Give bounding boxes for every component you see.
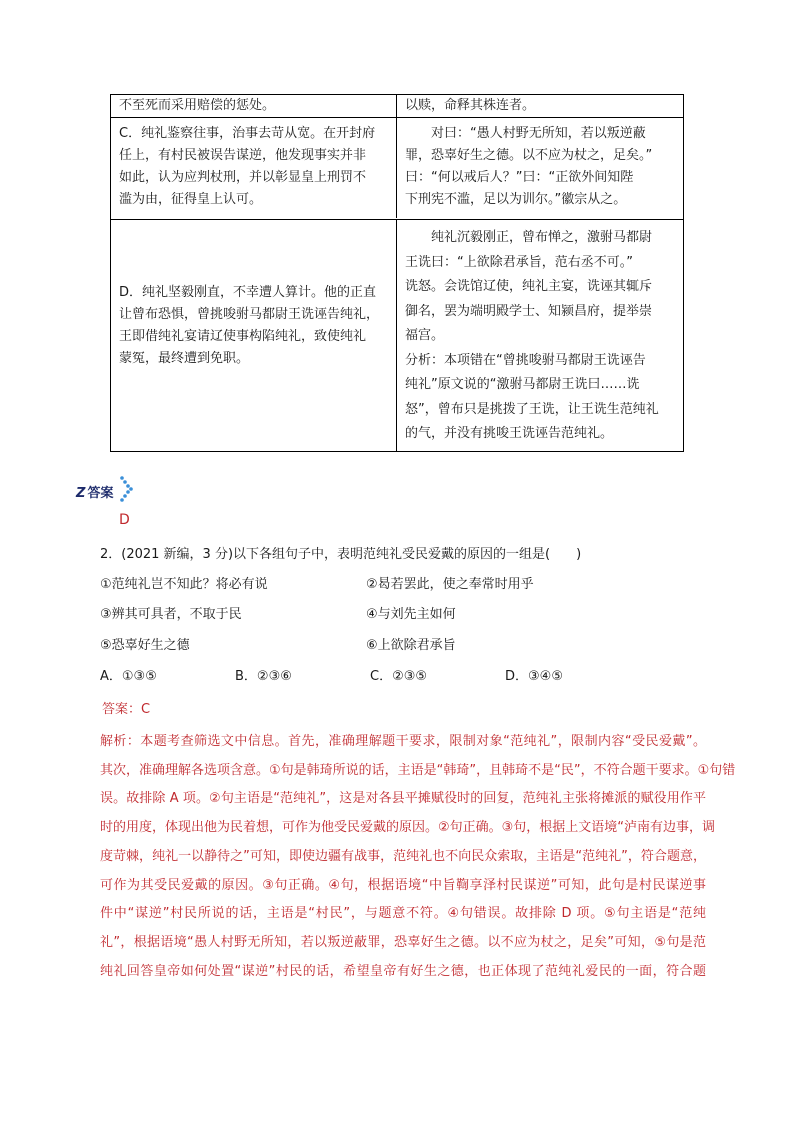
table-row — [111, 118, 683, 218]
answer-label: 答案 — [87, 486, 114, 501]
comparison-table — [110, 94, 684, 452]
table-cell-left — [111, 220, 397, 451]
analysis-line: 件中“谋逆”村民所说的话，主语是“村民”，与题意不符。④句错误。故排除 D 项。⑤句主语是“范纯 — [100, 906, 706, 922]
answer-value: D — [119, 512, 130, 528]
cell-text: 下刑宪不滥，足以为训尔。”徽宗从之。 — [405, 192, 627, 207]
cell-text: 不至死而采用赔偿的惩处。 — [119, 98, 276, 113]
cell-text: 曰：“何以戒后人？”曰：“正欲外间知陛 — [405, 170, 634, 185]
cell-text: 任上，有村民被误告谋逆，他发现事实并非 — [119, 148, 367, 163]
question-item: ⑤恐辜好生之德 — [100, 638, 190, 653]
answer-z-mark: Z — [76, 486, 86, 501]
analysis-line: 纯礼回答皇帝如何处置“谋逆”村民的话，希望皇帝有好生之德，也正体现了范纯礼爱民的一面，符合题 — [100, 963, 706, 979]
choice-a: A．①③⑤ — [100, 669, 157, 684]
cell-text: 如此，认为应判杖刑，并以彰显皇上刑罚不 — [119, 170, 367, 185]
choice-c: C．②③⑤ — [370, 669, 428, 684]
table-cell-right — [397, 220, 683, 451]
question-item: ③辨其可具者，不取于民 — [100, 607, 242, 622]
cell-text: 罪，恐辜好生之德。以不应为杖之，足矣。” — [405, 148, 653, 163]
table-cell-right — [397, 118, 683, 218]
answer-heading — [76, 482, 113, 501]
cell-text: 王诜曰：“上欲除君承旨，范右丞不可。” — [405, 254, 633, 270]
cell-text: 的气，并没有挑唆王诜诬告范纯礼。 — [405, 426, 614, 441]
question-item: ②曷若罢此，使之奉常时用乎 — [366, 577, 534, 592]
analysis-line: 可作为其受民爱戴的原因。③句正确。④句，根据语境“中旨鞫享泽村民谋逆”可知，此句是村民谋逆事 — [100, 877, 706, 893]
cell-text: 御名，罢为端明殿学士、知颍昌府，提举崇 — [405, 303, 653, 319]
table-row — [111, 95, 683, 117]
cell-text: C．纯礼鉴察往事，治事去苛从宽。在开封府 — [119, 126, 376, 141]
cell-text: 分析：本项错在“曾挑唆驸马都尉王诜诬告 — [405, 352, 646, 368]
cell-text: D．纯礼坚毅刚直，不幸遭人算计。他的正直 — [119, 285, 377, 300]
analysis-line: 解析：本题考查筛选文中信息。首先，准确理解题干要求，限制对象“范纯礼”，限制内容“受民爱戴”。 — [100, 734, 706, 749]
cell-text: 纯礼”原文说的“激驸马都尉王诜曰……诜 — [405, 377, 640, 392]
choice-d: D．③④⑤ — [505, 669, 563, 684]
cell-text: 滥为由，征得皇上认可。 — [119, 192, 263, 207]
analysis-paragraph — [100, 728, 736, 986]
cell-text: 王即借纯礼宴请辽使事构陷纯礼，致使纯礼 — [119, 329, 367, 344]
answer-text: 答案：C — [102, 702, 151, 717]
cell-text: 对曰：“愚人村野无所知，若以叛逆蔽 — [431, 126, 646, 141]
cell-text: 以赎，命释其株连者。 — [405, 98, 536, 113]
table-cell-right — [397, 95, 683, 117]
question-item: ①范纯礼岂不知此？将必有说 — [100, 577, 268, 592]
question-item: ④与刘先主如何 — [366, 607, 456, 622]
cell-text: 诜怒。会诜馆辽使，纯礼主宴，诜诬其辄斥 — [405, 279, 653, 294]
cell-text: 纯礼沉毅刚正，曾布惮之，激驸马都尉 — [431, 230, 653, 245]
table-row — [111, 220, 683, 451]
cell-text: 让曾布恐惧，曾挑唆驸马都尉王诜诬告纯礼， — [119, 307, 380, 322]
analysis-line: 度苛棘，纯礼一以静待之”可知，即使边疆有战事，范纯礼也不向民众索取，主语是“范纯礼”，符合题意， — [100, 848, 706, 864]
question-item: ⑥上欲除君承旨 — [366, 638, 456, 653]
analysis-line: 礼”，根据语境“愚人村野无所知，若以叛逆蔽罪，恐辜好生之德。以不应为杖之，足矣”可知，⑤句是范 — [100, 934, 706, 950]
chevron-right-icon — [118, 474, 140, 502]
table-cell-left — [111, 95, 397, 117]
cell-text: 蒙冤，最终遭到免职。 — [119, 351, 250, 366]
cell-text: 福宫。 — [405, 328, 445, 343]
choice-b: B．②③⑥ — [235, 669, 292, 684]
table-cell-left — [111, 118, 397, 218]
analysis-line: 误。故排除 A 项。②句主语是“范纯礼”，这是对各县平摊赋役时的回复，范纯礼主张将摊派的赋役用作平 — [100, 791, 706, 807]
analysis-line: 其次，准确理解各选项含意。①句是韩琦所说的话，主语是“韩琦”，且韩琦不是“民”，不符合题干要求。①句错 — [100, 762, 736, 778]
cell-text: 怒”，曾布只是挑拨了王诜，让王诜生范纯礼 — [405, 401, 659, 417]
analysis-line: 时的用度，体现出他为民着想，可作为他受民爱戴的原因。②句正确。③句，根据上文语境“泸南有边事，调 — [100, 820, 716, 836]
question-stem: 2．(2021 新编，3 分)以下各组句子中，表明范纯礼受民爱戴的原因的一组是( ) — [100, 547, 582, 562]
